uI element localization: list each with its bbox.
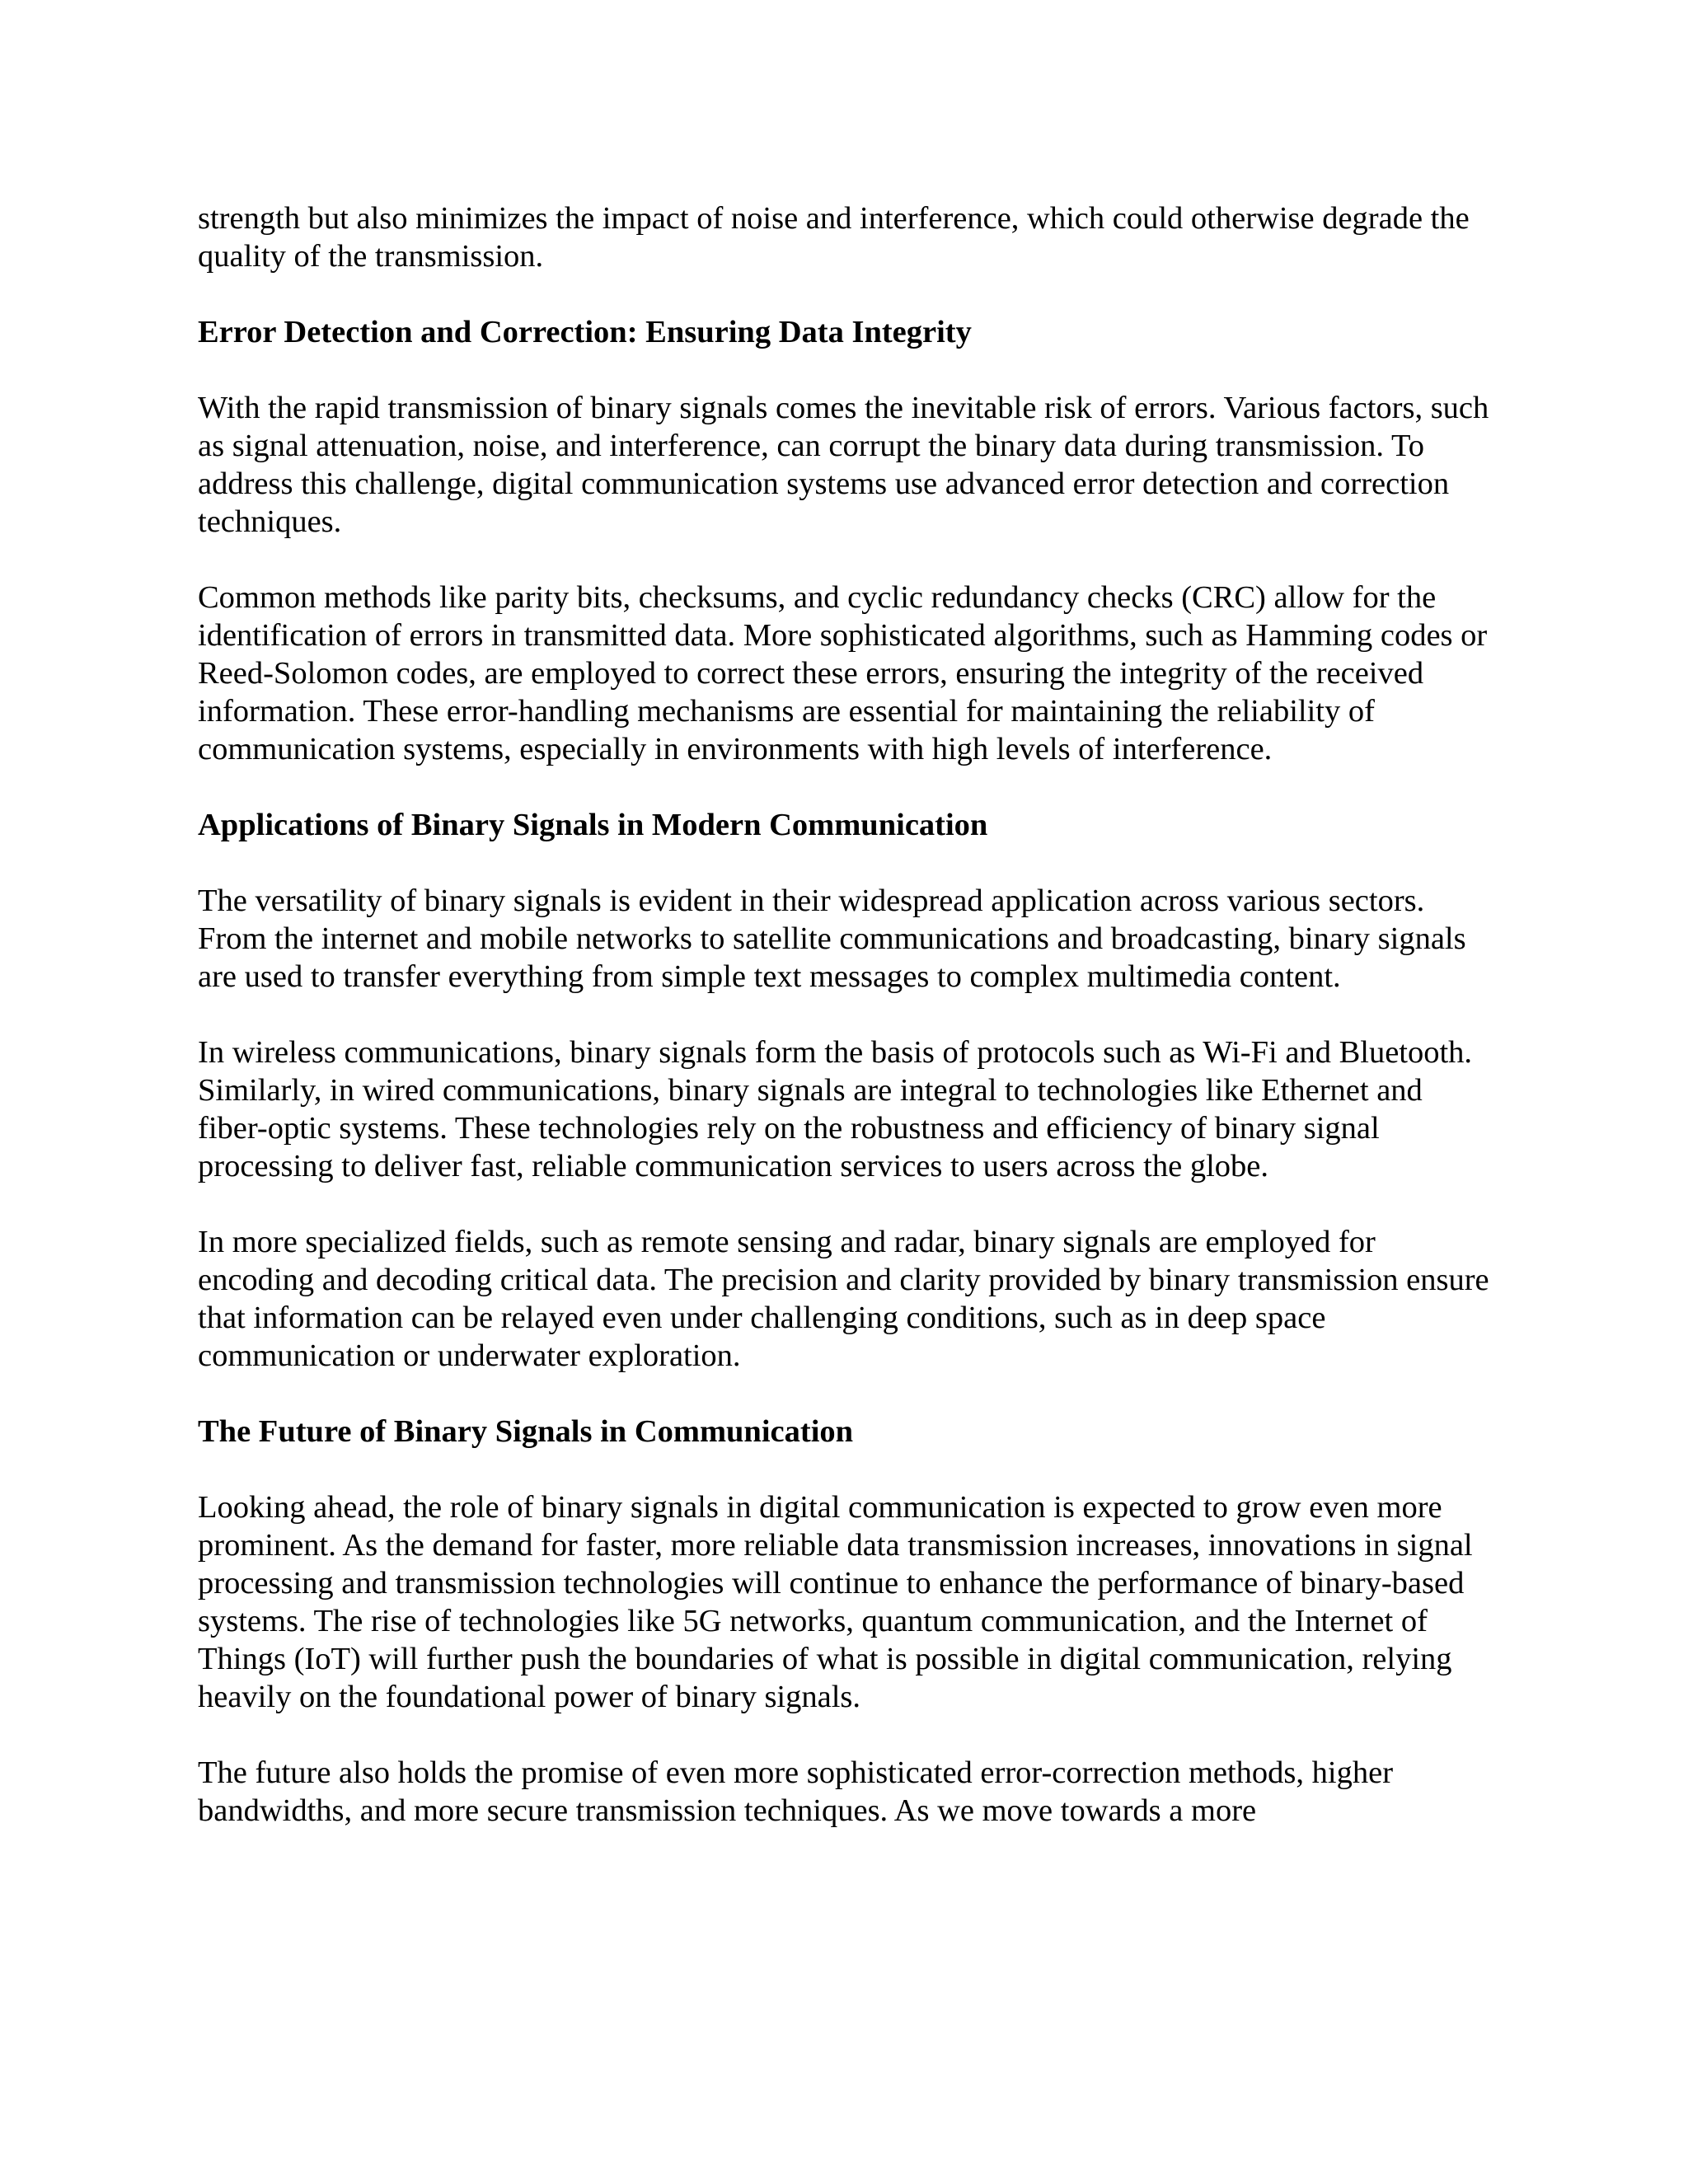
section-heading-applications: Applications of Binary Signals in Modern Communication: [198, 808, 988, 842]
section-heading-future: The Future of Binary Signals in Communication: [198, 1414, 854, 1449]
paragraph: The future also holds the promise of even more sophisticated error-correction methods, higher bandwidths, and more secure transmission techniques. As we move towards a more: [198, 1755, 1394, 1828]
section-heading-error-detection: Error Detection and Correction: Ensuring Data Integrity: [198, 315, 972, 349]
paragraph: Looking ahead, the role of binary signals in digital communication is expected to grow even more prominent. As the demand for faster, more reliable data transmission increases, innovations in signal processing and transmission technologies will continue to enhance the performance of binary-based systems. The rise of technologies like 5G networks, quantum communication, and the Internet of Things (IoT) will further push the boundaries of what is possible in digital communication, relying heavily on the foundational power of binary signals.: [198, 1490, 1473, 1714]
document-body: [198, 199, 1490, 1868]
paragraph: The versatility of binary signals is evident in their widespread application across various sectors. From the internet and mobile networks to satellite communications and broadcasting, binary signals are used to transfer everything from simple text messages to complex multimedia content.: [198, 883, 1466, 994]
paragraph: Common methods like parity bits, checksums, and cyclic redundancy checks (CRC) allow for the identification of errors in transmitted data. More sophisticated algorithms, such as Hamming codes or Reed-Solomon codes, are employed to correct these errors, ensuring the integrity of the received information. These error-handling mechanisms are essential for maintaining the reliability of communication systems, especially in environments with high levels of interference.: [198, 580, 1488, 766]
paragraph: In more specialized fields, such as remote sensing and radar, binary signals are employed for encoding and decoding critical data. The precision and clarity provided by binary transmission ensure that information can be relayed even under challenging conditions, such as in deep space communication or underwater exploration.: [198, 1225, 1489, 1373]
paragraph: In wireless communications, binary signals form the basis of protocols such as Wi-Fi and Bluetooth. Similarly, in wired communications, binary signals are integral to technologies like Ethernet and fiber-optic systems. These technologies rely on the robustness and efficiency of binary signal processing to deliver fast, reliable communication services to users across the globe.: [198, 1035, 1473, 1183]
paragraph-continuation: strength but also minimizes the impact of noise and interference, which could otherwise degrade the quality of the transmission.: [198, 201, 1470, 274]
paragraph: With the rapid transmission of binary signals comes the inevitable risk of errors. Various factors, such as signal attenuation, noise, and interference, can corrupt the binary data during transmission. To address this challenge, digital communication systems use advanced error detection and correction techniques.: [198, 391, 1489, 539]
